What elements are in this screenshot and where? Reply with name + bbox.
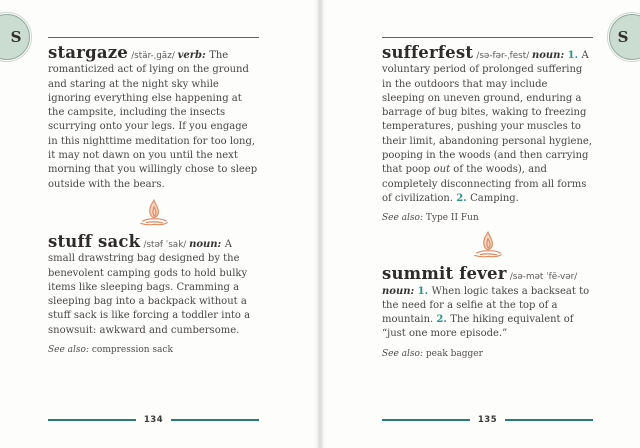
footer-rule-left bbox=[48, 419, 136, 420]
definition-text: A small drawstring bag designed by the benevolent camping gods to hold bulky items like sleeping bags. Cramming a sleeping bag into a backpack without a stuff sack is like forcing a toddler into a snowsuit: awkward and cumbersome. bbox=[48, 238, 251, 336]
dictionary-entry bbox=[48, 231, 259, 356]
entry-definition bbox=[382, 43, 593, 206]
entry-definition bbox=[382, 264, 593, 341]
dictionary-entry bbox=[382, 264, 593, 359]
entry-pronunciation: /stəf ˈsak/ bbox=[143, 239, 190, 250]
see-also bbox=[48, 344, 259, 356]
dictionary-entry bbox=[48, 43, 259, 192]
entry-part-of-speech: noun: bbox=[382, 285, 418, 297]
see-also bbox=[382, 212, 593, 224]
entries-left bbox=[48, 43, 259, 356]
sense-number: 1. bbox=[567, 50, 582, 61]
campfire-icon bbox=[135, 198, 173, 227]
page-footer-right bbox=[382, 415, 593, 425]
entry-part-of-speech: noun: bbox=[189, 238, 225, 250]
definition-text: The hiking equivalent of “just one more episode.” bbox=[382, 314, 574, 340]
page-footer-left bbox=[48, 415, 259, 425]
definition-text: When logic takes a backseat to the need for a selfie at the top of a mountain. bbox=[382, 285, 590, 326]
definition-text: A voluntary period of prolonged suffering in the outdoors that may include sleeping on uneven ground, enduring a barrage of bug bites, waking to freezing temperatures, pushing your muscles to their limit, abandoning personal hygiene, pooping in the woods (and then carrying that poop bbox=[382, 50, 593, 176]
section-letter: S bbox=[617, 28, 629, 46]
campfire-ornament bbox=[48, 198, 259, 227]
entry-pronunciation: /sə-mət ˈfē-vər/ bbox=[509, 272, 578, 283]
see-also-label: See also: bbox=[382, 348, 423, 359]
see-also-term: Type II Fun bbox=[423, 213, 479, 224]
page-right bbox=[320, 0, 640, 448]
entries-right bbox=[382, 43, 593, 360]
entry-headword: sufferfest bbox=[382, 43, 474, 62]
page-number-left: 134 bbox=[143, 415, 164, 425]
entry-pronunciation: /sə-fər-ˌfest/ bbox=[476, 51, 532, 61]
see-also-label: See also: bbox=[48, 345, 89, 356]
page-number-right: 135 bbox=[477, 415, 498, 425]
campfire-ornament bbox=[382, 230, 593, 259]
dictionary-entry bbox=[382, 43, 593, 224]
section-tab-right bbox=[609, 14, 640, 60]
section-tab-left bbox=[0, 14, 30, 60]
entry-headword: summit fever bbox=[382, 264, 507, 284]
sense-number: 1. bbox=[417, 285, 432, 297]
section-letter: S bbox=[10, 28, 22, 46]
entry-headword: stuff sack bbox=[48, 231, 141, 251]
footer-rule-right bbox=[505, 419, 593, 420]
text-column-right bbox=[382, 37, 593, 360]
footer-rule-right bbox=[171, 419, 259, 420]
entry-definition bbox=[48, 231, 259, 338]
top-rule bbox=[382, 37, 593, 38]
entry-pronunciation: /stär-ˌgāz/ bbox=[131, 51, 178, 61]
see-also-label: See also: bbox=[382, 213, 423, 224]
definition-text: Camping. bbox=[470, 192, 519, 204]
text-column-left bbox=[48, 37, 259, 356]
footer-rule-left bbox=[382, 419, 470, 420]
entry-definition bbox=[48, 43, 259, 192]
definition-text: The romanticized act of lying on the ground and staring at the night sky while ignoring everything else happening at the campsite, including the insects scurrying onto your legs. If you engage in this nighttime meditation for too long, it may not dawn on you until the next morning that you willingly chose to sleep outside with the bears. bbox=[48, 50, 258, 190]
see-also-term: compression sack bbox=[89, 345, 173, 356]
definition-emphasis: out bbox=[433, 164, 451, 176]
entry-part-of-speech: noun: bbox=[531, 50, 568, 61]
entry-headword: stargaze bbox=[48, 43, 128, 62]
top-rule bbox=[48, 37, 259, 38]
entry-part-of-speech: verb: bbox=[177, 50, 210, 61]
definition-text: of the woods), and completely disconnecting from all forms of civilization. bbox=[382, 164, 587, 204]
see-also bbox=[382, 348, 593, 360]
campfire-icon bbox=[469, 230, 507, 259]
sense-number: 2. bbox=[436, 314, 451, 326]
sense-number: 2. bbox=[456, 192, 471, 204]
see-also-term: peak bagger bbox=[423, 348, 483, 359]
